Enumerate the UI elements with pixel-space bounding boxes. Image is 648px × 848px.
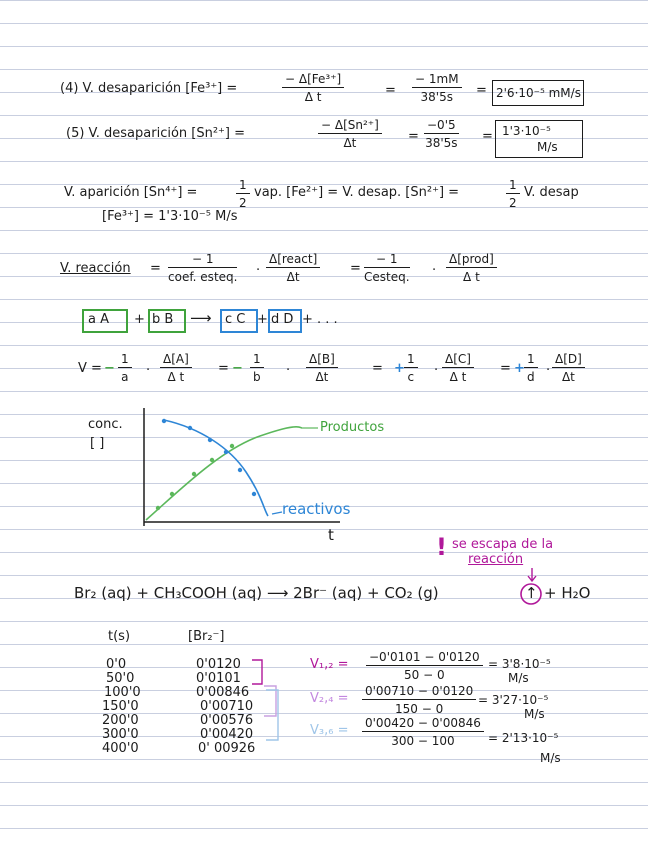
v36-unit: M/s xyxy=(540,751,561,765)
denominator: Δt xyxy=(286,270,300,284)
v12-unit: M/s xyxy=(508,671,529,685)
term-aA: a A xyxy=(88,312,109,327)
dot: · xyxy=(432,263,437,278)
line4-result: 2'6·10⁻⁵ mM/s xyxy=(496,86,581,100)
denominator: Δ t xyxy=(449,370,467,384)
term-cC: c C xyxy=(225,312,246,327)
v36-result: = 2'13·10⁻⁵ xyxy=(488,731,559,745)
denominator: Δt xyxy=(561,370,575,384)
line5-result-unit: M/s xyxy=(537,140,558,154)
equals-sign: = xyxy=(218,361,229,376)
denominator: c xyxy=(407,370,415,384)
escapa-line2: reacción xyxy=(468,552,524,567)
equals-sign: = xyxy=(500,361,511,376)
v36-label: V₃,₆ = xyxy=(310,723,349,738)
denominator: Δt xyxy=(315,370,329,384)
numerator: Δ[react] xyxy=(266,252,320,268)
numerator: 1 xyxy=(118,352,132,368)
denominator: Δ t xyxy=(167,370,185,384)
table-cell: 150'0 xyxy=(102,699,139,714)
plus-sign: + xyxy=(257,312,268,327)
denominator: Cesteq. xyxy=(364,270,410,284)
v12-label: V₁,₂ = xyxy=(310,657,349,672)
aparicion-text-c: V. desap xyxy=(524,185,579,200)
numerator: Δ[prod] xyxy=(446,252,497,268)
equals-sign: = xyxy=(408,129,419,144)
v24-fraction xyxy=(362,684,476,716)
denominator: b xyxy=(253,370,261,384)
table-cell: 0'00576 xyxy=(200,713,254,728)
table-cell: 50'0 xyxy=(106,671,135,686)
numerator: 1 xyxy=(250,352,264,368)
table-cell: 200'0 xyxy=(102,713,139,728)
products-label: Productos xyxy=(320,420,385,435)
denominator: Δt xyxy=(343,136,357,150)
table-cell: 0'00420 xyxy=(200,727,254,742)
v24-label: V₂,₄ = xyxy=(310,691,349,706)
equals-sign: = xyxy=(372,361,383,376)
table-cell: 100'0 xyxy=(104,685,141,700)
plus-sign-blue: + xyxy=(394,361,405,376)
numerator: Δ[D] xyxy=(552,352,585,368)
aparicion-result: [Fe³⁺] = 1'3·10⁻⁵ M/s xyxy=(102,209,238,224)
equals-sign: = xyxy=(482,129,493,144)
denominator: a xyxy=(121,370,129,384)
v24-result: = 3'27·10⁻⁵ xyxy=(478,693,549,707)
exclamation-mark: ! xyxy=(436,533,447,561)
table-header-conc: [Br₂⁻] xyxy=(188,629,225,644)
equals-sign: = xyxy=(385,83,396,98)
equation-tail: + H₂O xyxy=(544,584,591,602)
denominator: d xyxy=(527,370,535,384)
graph-ylabel: conc. xyxy=(88,417,123,432)
table-cell: 0'0120 xyxy=(196,657,241,672)
v36-fraction xyxy=(362,716,484,748)
numerator: − Δ[Fe³⁺] xyxy=(282,72,344,88)
line5-label: (5) V. desaparición [Sn²⁺] = xyxy=(66,126,246,141)
v-reaccion-label: V. reacción xyxy=(60,261,131,276)
denominator: 2 xyxy=(509,196,517,210)
reaction-arrow: ⟶ xyxy=(190,309,212,327)
dot: · xyxy=(256,263,261,278)
numerator: 1 xyxy=(524,352,538,368)
numerator: − 1 xyxy=(168,252,237,268)
minus-sign-green: − xyxy=(104,361,115,376)
table-cell: 0'0101 xyxy=(196,671,241,686)
denominator: Δ t xyxy=(304,90,322,104)
reactants-label: reactivos xyxy=(282,500,351,518)
numerator: 0'00710 − 0'0120 xyxy=(362,684,476,700)
graph-xlabel: t xyxy=(328,526,334,544)
plus-sign: + xyxy=(134,312,145,327)
numerator: −0'5 xyxy=(424,118,459,134)
numerator: 1 xyxy=(404,352,418,368)
escapa-line1: se escapa de la xyxy=(452,537,554,552)
ellipsis: + . . . xyxy=(302,312,338,327)
equals-sign: = xyxy=(350,261,361,276)
table-cell: 0' 00926 xyxy=(198,741,256,756)
dot: · xyxy=(546,363,551,378)
dot: · xyxy=(434,363,439,378)
numerator: − 1mM xyxy=(412,72,462,88)
denominator: 300 − 100 xyxy=(391,734,455,748)
denominator: 2 xyxy=(239,196,247,210)
gas-arrow: ↑ xyxy=(525,584,538,602)
denominator: 150 − 0 xyxy=(395,702,444,716)
equals-sign: = xyxy=(476,83,487,98)
numerator: −0'0101 − 0'0120 xyxy=(366,650,483,666)
numerator: Δ[C] xyxy=(442,352,474,368)
term-dD: d D xyxy=(271,312,294,327)
v-label: V = xyxy=(78,361,102,376)
numerator: − Δ[Sn²⁺] xyxy=(318,118,382,134)
minus-sign-green: − xyxy=(232,361,243,376)
dot: · xyxy=(286,363,291,378)
v12-fraction xyxy=(366,650,483,682)
numerator: − 1 xyxy=(364,252,410,268)
reaction-equation: Br₂ (aq) + CH₃COOH (aq) ⟶ 2Br⁻ (aq) + CO₂ (g) xyxy=(74,584,439,602)
aparicion-text-a: V. aparición [Sn⁴⁺] = xyxy=(64,185,198,200)
table-cell: 0'0 xyxy=(106,657,127,672)
term-bB: b B xyxy=(152,312,174,327)
table-cell: 300'0 xyxy=(102,727,139,742)
line5-result-value: 1'3·10⁻⁵ xyxy=(502,124,551,138)
v12-result: = 3'8·10⁻⁵ xyxy=(488,657,551,671)
aparicion-text-b: vap. [Fe²⁺] = V. desap. [Sn²⁺] = xyxy=(254,185,460,200)
v24-unit: M/s xyxy=(524,707,545,721)
table-cell: 0'00846 xyxy=(196,685,250,700)
pink-bracket xyxy=(252,660,262,684)
table-cell: 0'00710 xyxy=(200,699,254,714)
line4-label: (4) V. desaparición [Fe³⁺] = xyxy=(60,81,238,96)
numerator: 1 xyxy=(236,178,250,194)
denominator: Δ t xyxy=(463,270,480,284)
denominator: 38'5s xyxy=(420,90,453,104)
numerator: 1 xyxy=(506,178,520,194)
graph-ylabel-bracket: [ ] xyxy=(90,436,105,451)
table-cell: 400'0 xyxy=(102,741,139,756)
denominator: 50 − 0 xyxy=(404,668,445,682)
equals-sign: = xyxy=(150,261,161,276)
numerator: 0'00420 − 0'00846 xyxy=(362,716,484,732)
dot: · xyxy=(146,363,151,378)
plus-sign-blue: + xyxy=(514,361,525,376)
numerator: Δ[A] xyxy=(160,352,192,368)
numerator: Δ[B] xyxy=(306,352,338,368)
table-header-time: t(s) xyxy=(108,629,131,644)
denominator: coef. esteq. xyxy=(168,270,238,284)
denominator: 38'5s xyxy=(425,136,458,150)
